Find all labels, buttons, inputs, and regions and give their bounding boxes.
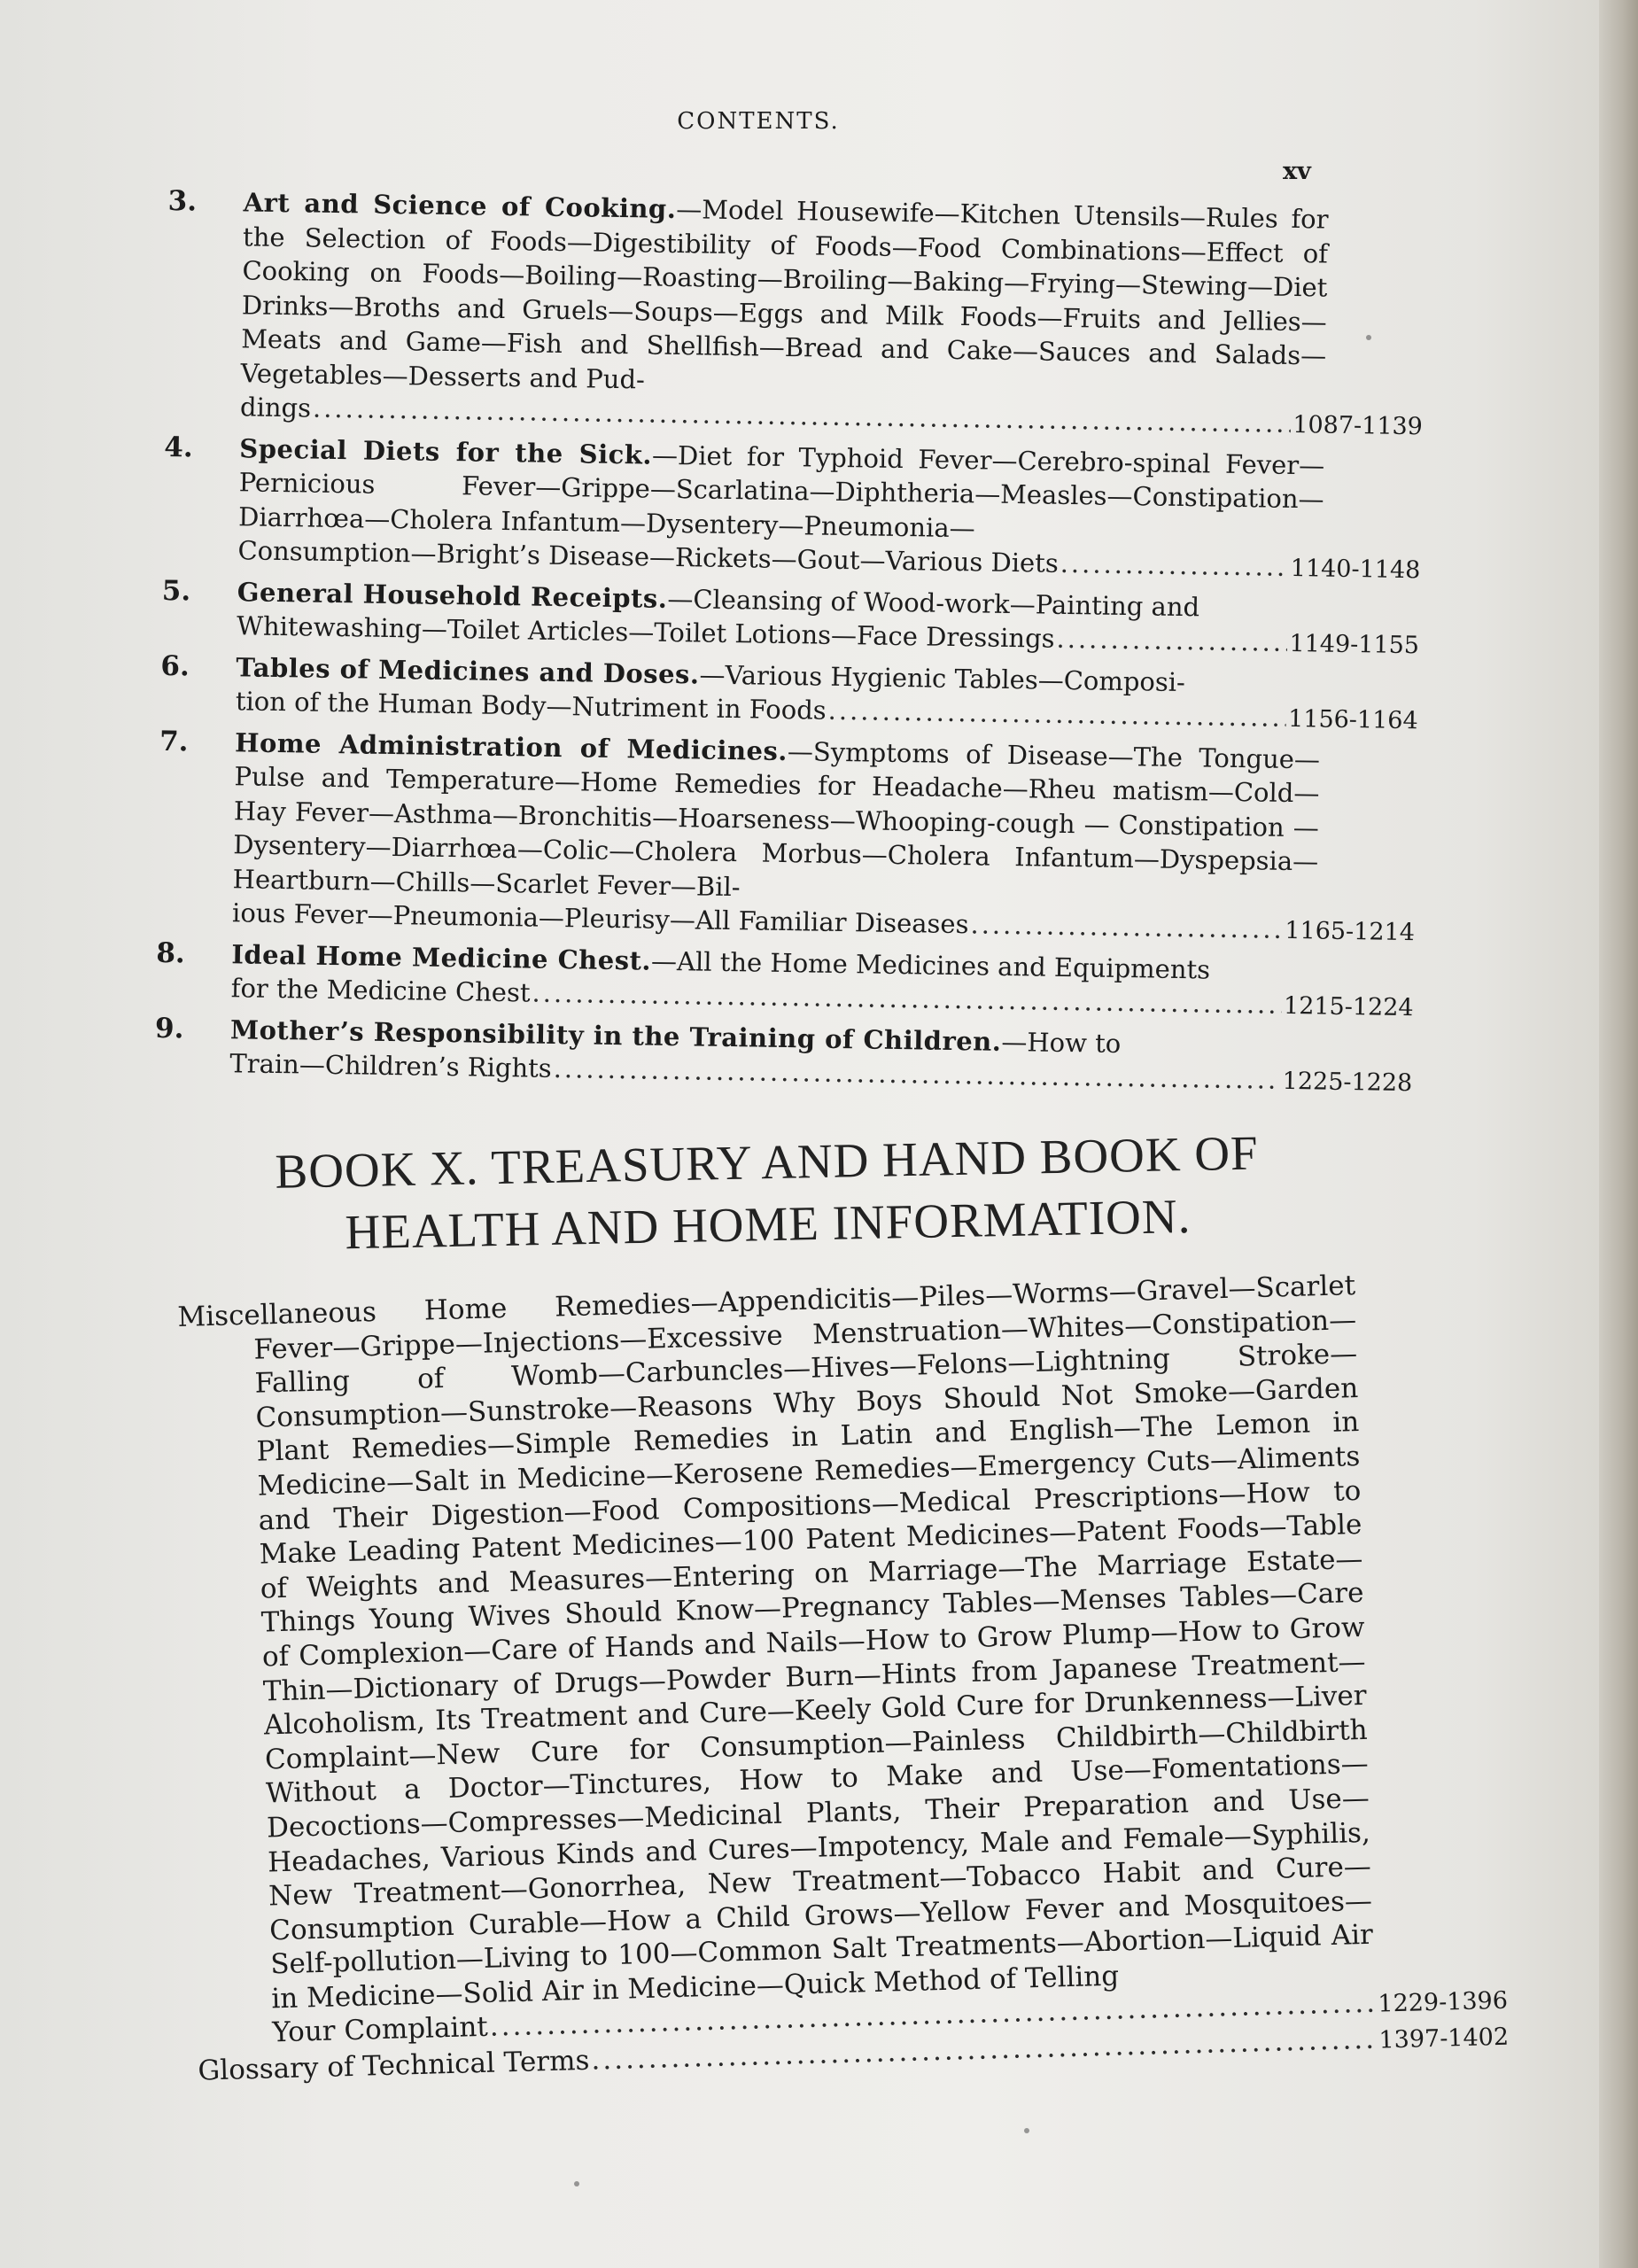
toc-entry-4 [162, 430, 1421, 586]
toc-entry-number: 7. [159, 725, 189, 757]
toc-entry-text: —Symptoms of Disease—The Tongue—Pulse and Temperature—Home Remedies for Headache—Rheu matism—Cold—Hay Fever—Asthma—Bronchitis—Hoarseness—Whooping-cough — Constipation — Dysentery—Diarrhœa—Colic—Cholera Morbus—Cholera Infantum—Dyspepsia—Heartburn—Chills—Scarlet Fever—Bil- [232, 735, 1321, 902]
toc-entry-last-line: Consumption—Bright’s Disease—Rickets—Gout—Various Diets [237, 535, 1060, 579]
toc-entry-last-line: Whitewashing—Toilet Articles—Toilet Lotions—Face Dressings [236, 610, 1055, 654]
toc-entry-number: 8. [156, 936, 186, 969]
toc-entry-heading: Special Diets for the Sick. [239, 432, 653, 470]
toc-entry-heading: Ideal Home Medicine Chest. [231, 938, 652, 976]
toc-entry-heading: Mother’s Responsibility in the Training of Children. [229, 1014, 1002, 1057]
toc-entry-heading: Home Administration of Medicines. [234, 726, 788, 766]
toc-entry-heading: Art and Science of Cooking. [243, 187, 677, 225]
misc-last-line: Your Complaint [271, 2011, 489, 2049]
page-number: xv [1283, 158, 1311, 185]
toc-entry-3 [165, 184, 1424, 443]
book-title-line-2: HEALTH AND HOME INFORMATION. [344, 1188, 1192, 1260]
misc-remedies-text: Miscellaneous Home Remedies—Appendicitis—Piles—Worms—Gravel—Scarlet Fever—Grippe—Injections—Excessive Menstruation—Whites—Constipation—Falling of Womb—Carbuncles—Hives—Felons—Lightning Stroke—Consumption—Sunstroke—Reasons Why Boys Should Not Smoke—Garden Plant Remedies—Simple Remedies in Latin and English—The Lemon in Medicine—Salt in Medicine—Kerosene Remedies—Emergency Cuts—Aliments and Their Digestion—Food Compositions—Medical Prescriptions—How to Make Leading Patent Medicines—100 Patent Medicines—Patent Foods—Table of Weights and Measures—Entering on Marriage—The Marriage Estate—Things Young Wives Should Know—Pregnancy Tables—Menses Tables—Care of Complexion—Care of Hands and Nails—How to Grow Plump—How to Grow Thin—Dictionary of Drugs—Powder Burn—Hints from Japanese Treatment—Alcoholism, Its Treatment and Cure—Keely Gold Cure for Drunkenness—Liver Complaint—New Cure for Consumption—Painless Childbirth—Childbirth Without a Doctor—Tinctures, How to Make and Use—Fomentations—Decoctions—Compresses—Medicinal Plants, Their Preparation and Use—Headaches, Various Kinds and Cures—Impotency, Male and Female—Syphilis, New Treatment—Gonorrhea, New Treatment—Tobacco Habit and Cure—Consumption Curable—How a Child Grows—Yellow Fever and Mosquitoes—Self-pollution—Living to 100—Common Salt Treatments—Abortion—Liquid Air in Medicine—Solid Air in Medicine—Quick Method of Telling [177, 1270, 1374, 2016]
dot-leader [827, 694, 1286, 735]
glossary-label: Glossary of Technical Terms [198, 2044, 590, 2087]
running-head: CONTENTS. [677, 108, 840, 135]
toc-entry-number: 6. [160, 649, 190, 682]
misc-page-range: 1229-1396 [1378, 1987, 1509, 2019]
dot-leader [1056, 622, 1288, 660]
toc-entry-text: —All the Home Medicines and Equipments [650, 945, 1211, 985]
toc-page-range: 1215-1224 [1283, 991, 1414, 1022]
toc-page-range: 1140-1148 [1290, 554, 1421, 585]
ink-speck [1024, 2128, 1029, 2133]
toc-page-range: 1225-1228 [1282, 1067, 1413, 1098]
toc-entry-9 [154, 1011, 1413, 1099]
toc-entry-6 [160, 649, 1418, 737]
toc-entry-heading: General Household Receipts. [237, 576, 668, 614]
toc-entry-number: 4. [164, 431, 193, 463]
toc-page-range: 1165-1214 [1285, 916, 1416, 947]
toc-entry-number: 9. [154, 1012, 184, 1045]
ink-speck [574, 2181, 579, 2186]
toc-entry-text: —Various Hygienic Tables—Composi- [699, 658, 1186, 697]
toc-entry-number: 5. [161, 574, 191, 607]
dot-leader [970, 907, 1283, 946]
toc-page-range: 1149-1155 [1289, 629, 1420, 660]
toc-entry-heading: Tables of Medicines and Doses. [236, 651, 700, 689]
toc-entry-8 [155, 936, 1414, 1024]
glossary-page-range: 1397-1402 [1378, 2023, 1510, 2054]
toc-entry-last-line: for the Medicine Chest [230, 973, 531, 1008]
book-title [173, 1120, 1362, 1267]
ink-speck [1366, 335, 1371, 340]
toc-entry-number: 3. [167, 184, 198, 218]
toc-page-range: 1087-1139 [1293, 410, 1424, 441]
toc-entry-last-line: dings [239, 392, 312, 423]
toc-entry-text: —Diet for Typhoid Fever—Cerebro-spinal Fever—Pernicious Fever—Grippe—Scarlatina—Diphtheria—Measles—Constipation—Diarrhœa—Cholera Infantum—Dysentery—Pneumonia— [237, 439, 1325, 543]
toc-entry-7 [157, 724, 1416, 949]
toc-entry-body [240, 185, 1328, 407]
table-of-contents [154, 184, 1424, 1105]
toc-entry-text: —Cleansing of Wood-work—Painting and [667, 583, 1200, 622]
dot-leader [1060, 547, 1289, 585]
toc-entry-5 [161, 573, 1420, 662]
toc-entry-last-line: tion of the Human Body—Nutriment in Foods [235, 686, 827, 726]
toc-entry-body [238, 431, 1325, 551]
toc-entry-last-line: Train—Children’s Rights [229, 1048, 552, 1084]
toc-entry-text: —Model Housewife—Kitchen Utensils—Rules for the Selection of Foods—Digestibility of Foods—Food Combinations—Effect of Cooking on Foods—Boiling—Roasting—Broiling—Baking—Frying—Stewing—Diet Drinks—Broths and Gruels—Soups—Eggs and Milk Foods—Fruits and Jellies—Meats and Game—Fish and Shellfish—Bread and Cake—Sauces and Salads—Vegetables—Desserts and Pud- [240, 194, 1329, 394]
toc-entry-text: —How to [1001, 1026, 1122, 1059]
toc-entry-last-line: ious Fever—Pneumonia—Pleurisy—All Familiar Diseases [231, 897, 969, 940]
book-title-line-1: BOOK X. TREASURY AND HAND BOOK OF [274, 1125, 1260, 1199]
toc-page-range: 1156-1164 [1287, 704, 1418, 735]
book-gutter [1599, 0, 1638, 2268]
book-x-contents [177, 1269, 1510, 2090]
toc-entry-body [232, 726, 1320, 913]
